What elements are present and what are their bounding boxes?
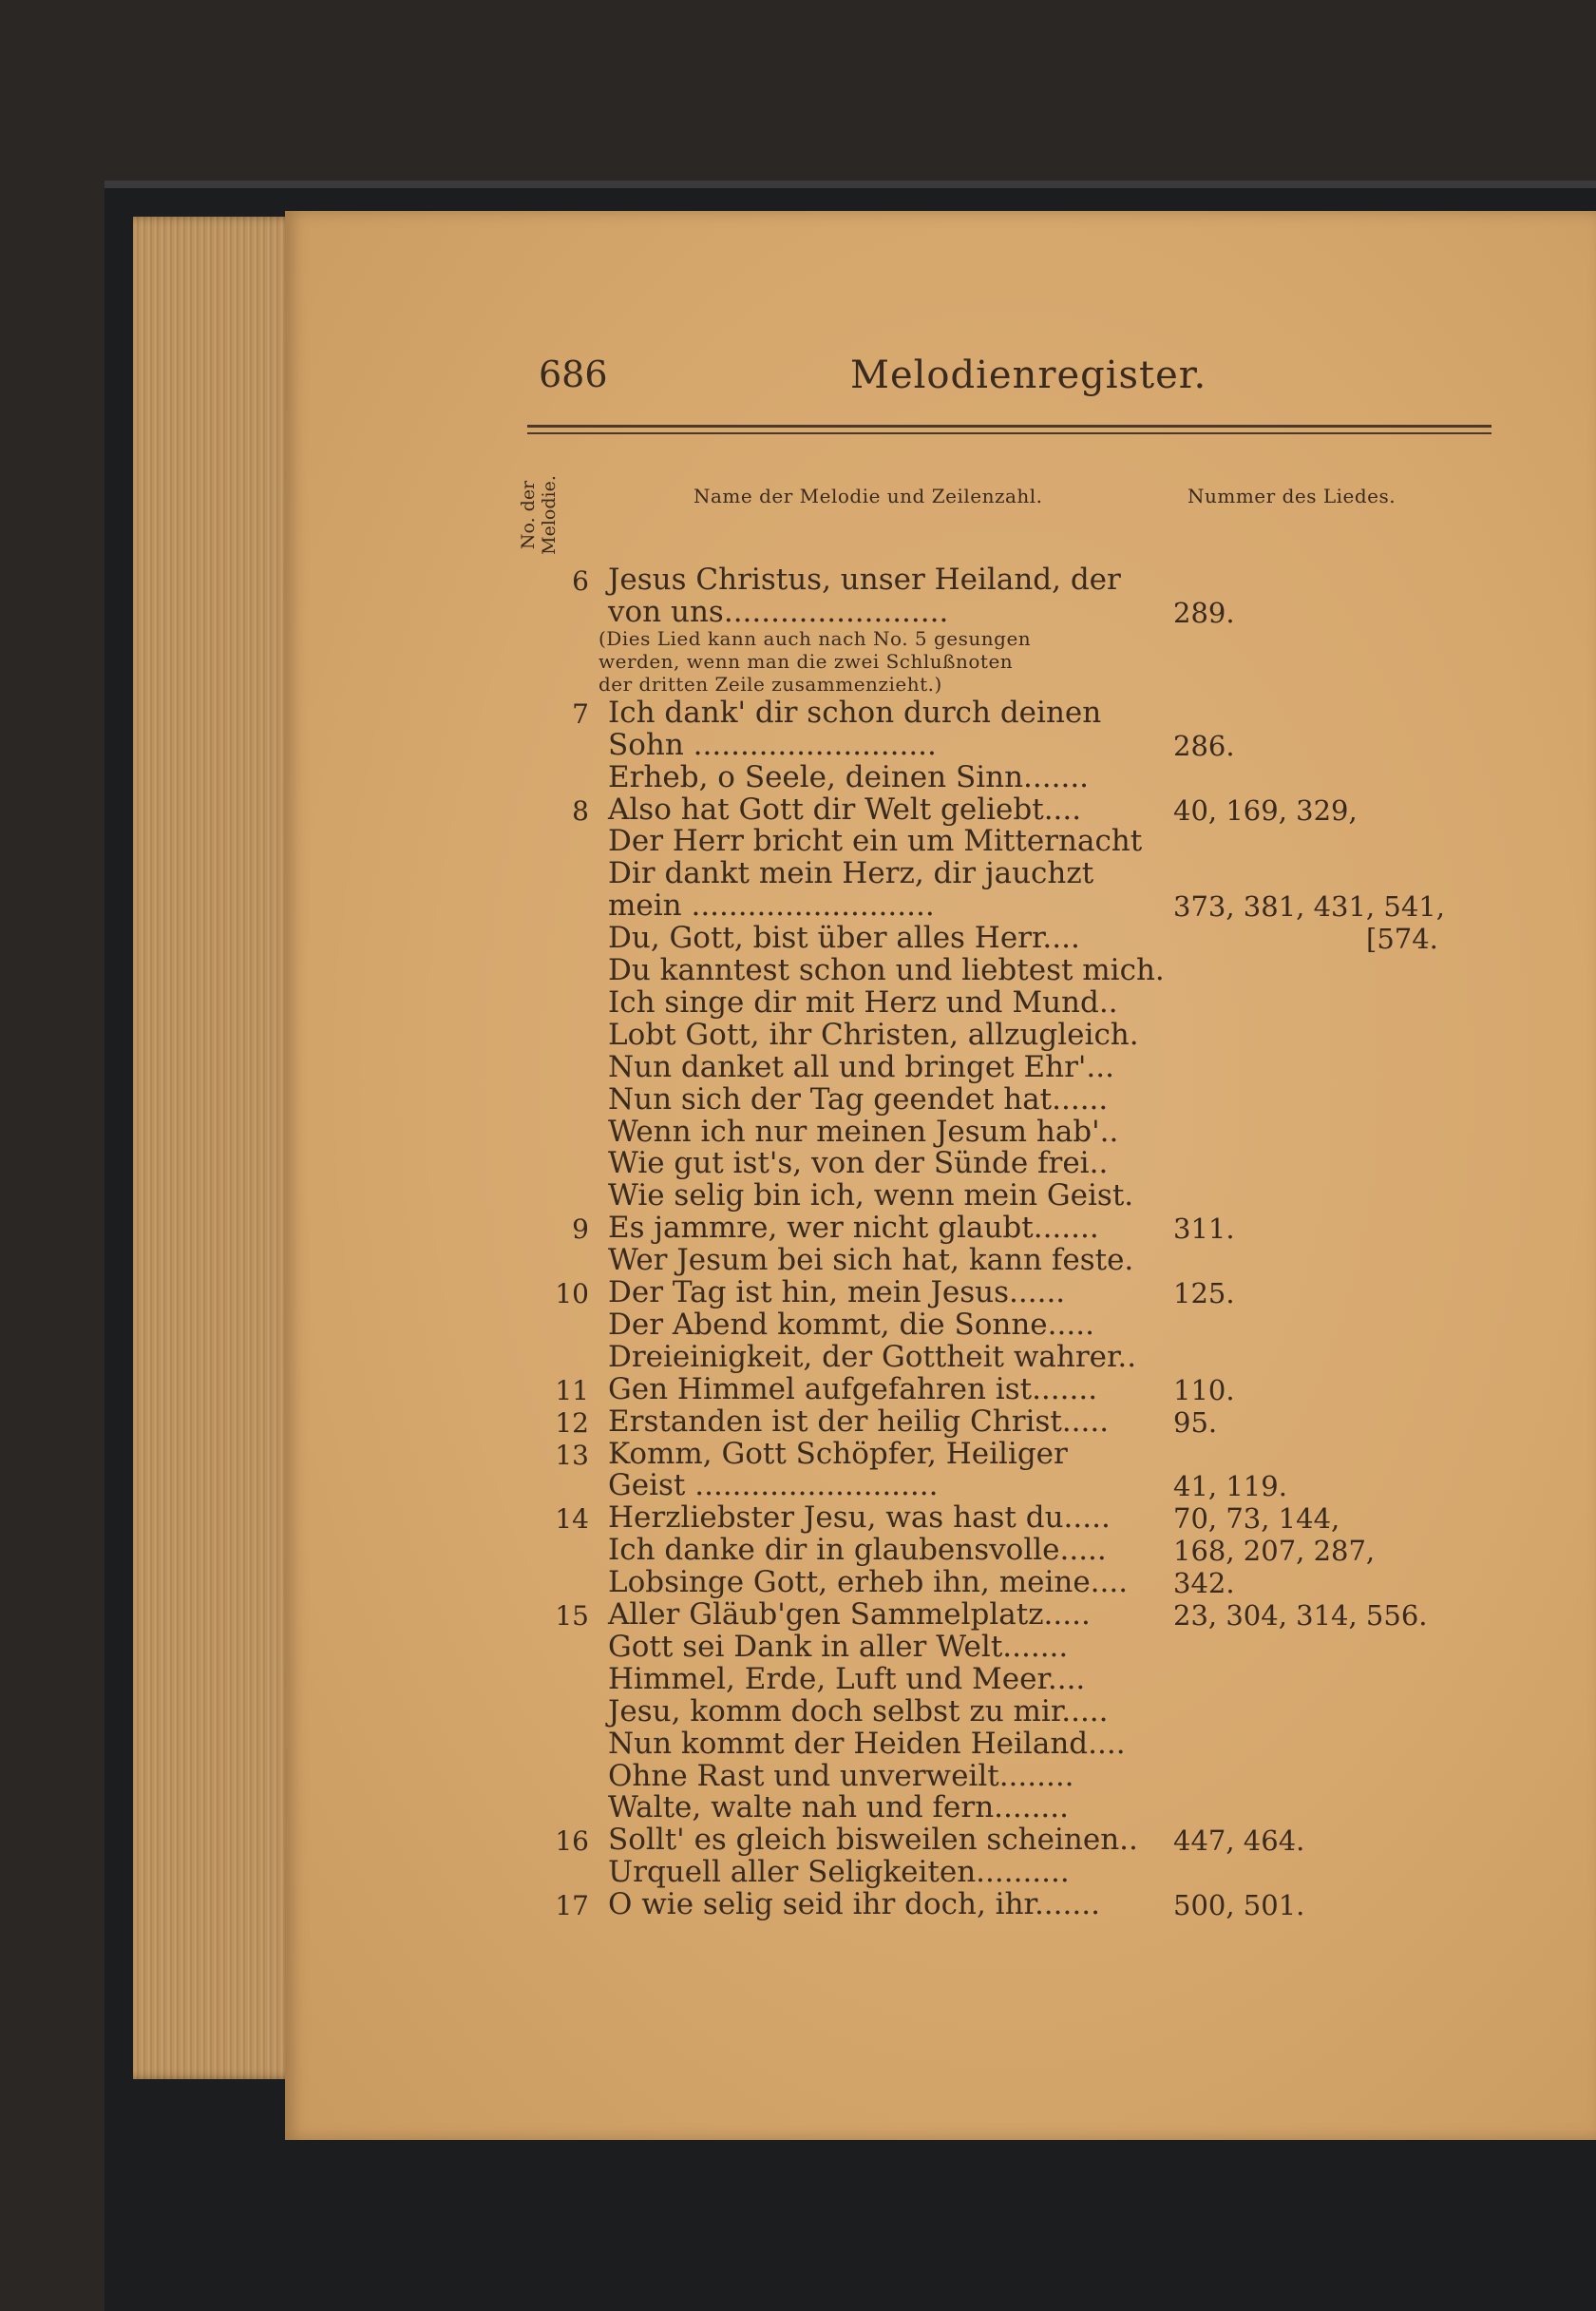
column-header-no-label: No. der Melodie. <box>518 475 560 555</box>
header-rule <box>527 432 1492 434</box>
melody-name: Herzliebster Jesu, was hast du..... <box>608 1500 1111 1536</box>
melody-number: 8 <box>572 794 589 827</box>
melody-name: Lobsinge Gott, erheb ihn, meine.... <box>608 1565 1129 1600</box>
melody-name: Geist .......................... <box>608 1468 939 1503</box>
melody-number: 12 <box>555 1406 589 1439</box>
melody-name: Sohn .......................... <box>608 727 937 762</box>
melody-name: O wie selig seid ihr doch, ihr....... <box>608 1887 1100 1922</box>
hymn-numbers: 40, 169, 329, <box>1173 793 1358 827</box>
melody-name: Wie gut ist's, von der Sünde frei.. <box>608 1146 1109 1181</box>
melody-name: Urquell aller Seligkeiten.......... <box>608 1855 1070 1890</box>
hymn-numbers: 70, 73, 144, <box>1173 1502 1340 1536</box>
column-header-no <box>518 449 560 572</box>
melody-name: von uns........................ <box>608 594 949 629</box>
melody-name: Wenn ich nur meinen Jesum hab'.. <box>608 1114 1119 1149</box>
melody-name: Lobt Gott, ihr Christen, allzugleich. <box>608 1017 1139 1052</box>
hymn-numbers: 311. <box>1173 1213 1235 1246</box>
header-rule <box>527 425 1492 428</box>
column-header-name: Name der Melodie und Zeilenzahl. <box>694 485 1043 507</box>
melody-name: Himmel, Erde, Luft und Meer.... <box>608 1661 1086 1696</box>
melody-name: Ich danke dir in glaubensvolle..... <box>608 1533 1107 1568</box>
melody-name: Der Herr bricht ein um Mitternacht <box>608 824 1143 859</box>
melody-number: 11 <box>555 1374 589 1406</box>
hymn-numbers: 500, 501. <box>1173 1889 1305 1922</box>
hymn-numbers: 373, 381, 431, 541, <box>1173 890 1445 924</box>
page-title: Melodienregister. <box>850 353 1207 397</box>
melody-name: Jesus Christus, unser Heiland, der <box>608 563 1121 597</box>
book-page <box>285 211 1596 2140</box>
melody-name: Du, Gott, bist über alles Herr.... <box>608 921 1080 956</box>
melody-number: 7 <box>572 697 589 730</box>
melody-number: 6 <box>572 565 589 597</box>
melody-name: Nun sich der Tag geendet hat...... <box>608 1081 1109 1117</box>
melody-name: Erheb, o Seele, deinen Sinn....... <box>608 759 1090 794</box>
melody-name: Komm, Gott Schöpfer, Heiliger <box>608 1436 1068 1471</box>
hymn-numbers: 342. <box>1173 1567 1235 1600</box>
hymn-numbers: 168, 207, 287, <box>1173 1535 1376 1568</box>
footnote-line: werden, wenn man die zwei Schlußnoten <box>598 649 1014 673</box>
melody-number: 10 <box>555 1278 589 1309</box>
melody-name: Es jammre, wer nicht glaubt....... <box>608 1211 1099 1246</box>
hymn-numbers: 110. <box>1173 1373 1235 1406</box>
hymn-numbers: 286. <box>1173 729 1235 762</box>
melody-number: 14 <box>555 1503 589 1536</box>
hymn-numbers: 23, 304, 314, 556. <box>1173 1599 1428 1632</box>
footnote-line: (Dies Lied kann auch nach No. 5 gesungen <box>598 626 1032 650</box>
melody-name: Gen Himmel aufgefahren ist....... <box>608 1371 1098 1406</box>
footnote-line: der dritten Zeile zusammenzieht.) <box>598 672 942 696</box>
melody-name: Nun danket all und bringet Ehr'... <box>608 1049 1114 1084</box>
melody-number: 16 <box>555 1825 589 1858</box>
hymn-numbers: 447, 464. <box>1173 1824 1305 1858</box>
melody-number: 17 <box>555 1890 589 1922</box>
melody-name: Sollt' es gleich bisweilen scheinen.. <box>608 1823 1138 1858</box>
melody-number: 9 <box>572 1213 589 1246</box>
melody-number: 13 <box>555 1439 589 1471</box>
melody-name: Nun kommt der Heiden Heiland.... <box>608 1726 1126 1761</box>
melody-name: Erstanden ist der heilig Christ..... <box>608 1404 1110 1439</box>
page-edges <box>133 217 299 2079</box>
melody-name: Walte, walte nah und fern........ <box>608 1790 1069 1825</box>
melody-number: 15 <box>555 1600 589 1632</box>
melody-name: Ich dank' dir schon durch deinen <box>608 695 1102 730</box>
melody-name: mein .......................... <box>608 888 935 924</box>
melody-name: Wer Jesum bei sich hat, kann feste. <box>608 1243 1134 1278</box>
melody-name: Wie selig bin ich, wenn mein Geist. <box>608 1178 1134 1213</box>
melody-name: Aller Gläub'gen Sammelplatz..... <box>608 1597 1091 1632</box>
hymn-numbers: [574. <box>1366 923 1438 956</box>
melody-name: Du kanntest schon und liebtest mich. <box>608 953 1165 987</box>
page-number: 686 <box>539 353 608 395</box>
column-header-number: Nummer des Liedes. <box>1188 485 1396 507</box>
melody-name: Ohne Rast und unverweilt........ <box>608 1758 1074 1793</box>
hymn-numbers: 125. <box>1173 1277 1235 1309</box>
melody-name: Gott sei Dank in aller Welt....... <box>608 1629 1069 1664</box>
melody-name: Jesu, komm doch selbst zu mir..... <box>608 1693 1109 1728</box>
hymn-numbers: 289. <box>1173 596 1235 629</box>
hymn-numbers: 41, 119. <box>1173 1470 1287 1503</box>
hymn-numbers: 95. <box>1173 1405 1218 1439</box>
melody-name: Der Abend kommt, die Sonne..... <box>608 1307 1094 1342</box>
melody-name: Dir dankt mein Herz, dir jauchzt <box>608 856 1094 891</box>
melody-name: Ich singe dir mit Herz und Mund.. <box>608 984 1118 1020</box>
melody-name: Dreieinigkeit, der Gottheit wahrer.. <box>608 1339 1137 1374</box>
melody-name: Der Tag ist hin, mein Jesus...... <box>608 1275 1066 1309</box>
melody-name: Also hat Gott dir Welt geliebt.... <box>608 792 1082 827</box>
